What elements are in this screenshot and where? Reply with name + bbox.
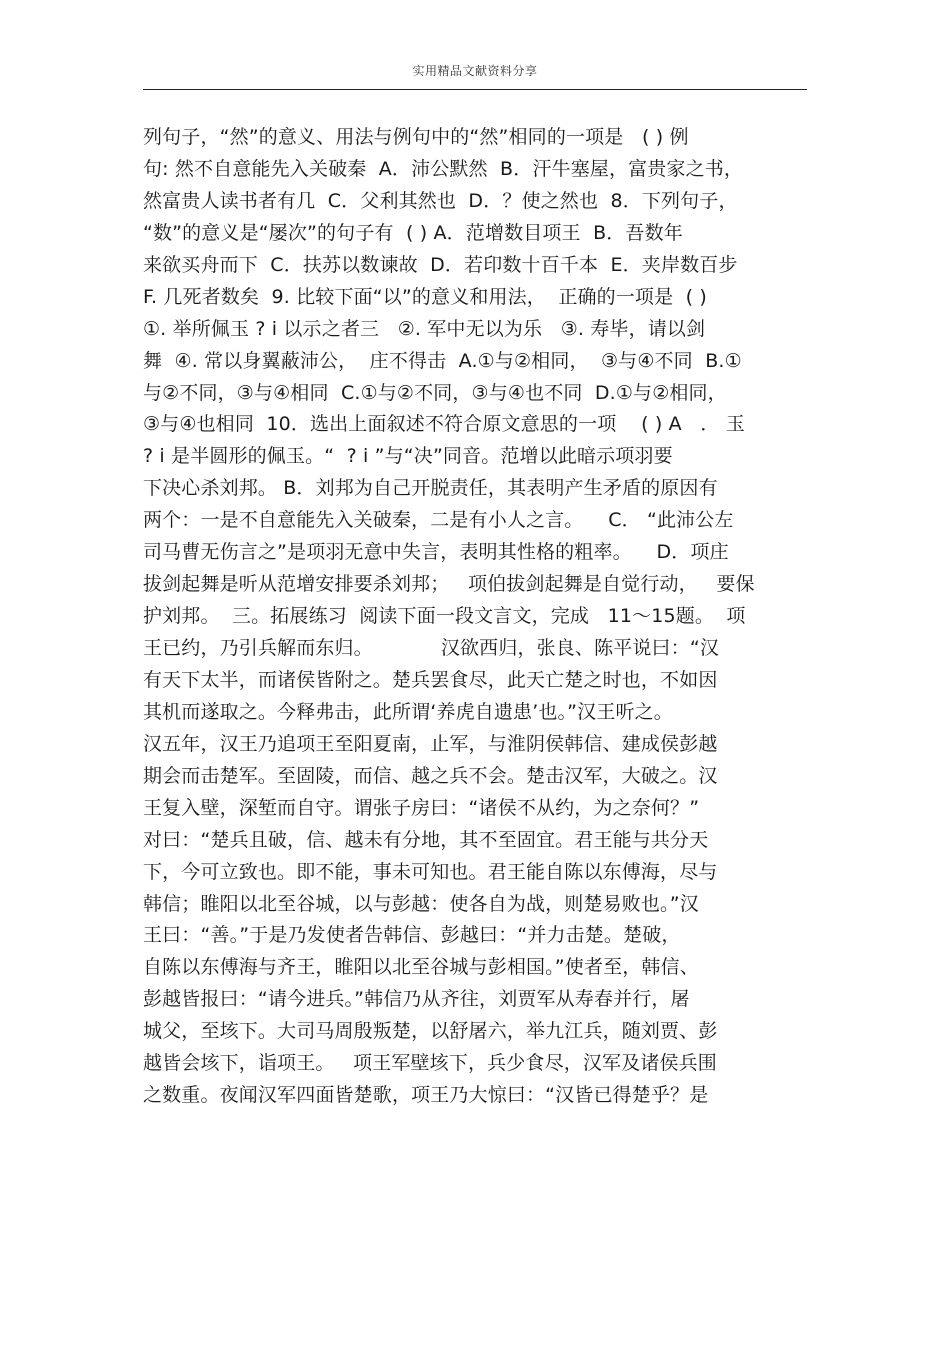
text-line: 彭越皆报曰：“请今进兵。”韩信乃从齐往，刘贾军从寿春并行，屠 [143, 988, 690, 1011]
text-line: ③与④也相同 10．选出上面叙述不符合原文意思的一项 ( ) A ． 玉 [143, 413, 745, 436]
text-line: 有天下太半，而诸侯皆附之。楚兵罢食尽，此天亡楚之时也，不如因 [143, 668, 718, 691]
text-line: 列句子，“然”的意义、用法与例句中的“然”相同的一项是 ( ) 例 [143, 126, 689, 148]
text-line: ①. 举所佩玉 ? i 以示之者三 ②. 军中无以为乐 ③. 寿毕，请以剑 [143, 317, 706, 340]
text-line: 汉五年，汉王乃追项王至阳夏南，止军，与淮阴侯韩信、建成侯彭越 [143, 732, 718, 755]
text-line: 拔剑起舞是听从范增安排要杀刘邦； 项伯拔剑起舞是自觉行动， 要保 [143, 573, 755, 596]
text-line: 之数重。夜闻汉军四面皆楚歌，项王乃大惊曰：“汉皆已得楚乎？是 [143, 1084, 709, 1107]
text-line: 与②不同，③与④相同 C.①与②不同，③与④也不同 D.①与②相同， [143, 381, 727, 404]
text-line: 韩信；睢阳以北至谷城，以与彭越：使各自为战，则楚易败也。”汉 [143, 892, 699, 915]
page-header-title: 实用精品文献资料分享 [412, 64, 538, 78]
text-line: 王已约，乃引兵解而东归。 汉欲西归，张良、陈平说曰：“汉 [143, 637, 719, 659]
text-line: 来欲买舟而下 C．扶苏以数谏故 D．若印数十百千本 E．夹岸数百步 [143, 253, 738, 276]
text-line: 然富贵人读书者有几 C．父利其然也 D．？使之然也 8．下列句子， [143, 189, 738, 212]
text-line: 司马曹无伤言之”是项羽无意中失言，表明其性格的粗率。 D．项庄 [143, 541, 729, 564]
text-line: F. 几死者数矣 9. 比较下面“以”的意义和用法， 正确的一项是 ( ) [143, 285, 707, 308]
text-line: 两个：一是不自意能先入关破秦，二是有小人之言。 C． “此沛公左 [143, 509, 734, 532]
header-divider [143, 89, 807, 90]
text-line: 下决心杀刘邦。 B．刘邦为自己开脱责任，其表明产生矛盾的原因有 [143, 477, 718, 500]
text-line: 越皆会垓下，诣项王。 项王军壁垓下，兵少食尽，汉军及诸侯兵围 [143, 1052, 717, 1075]
text-line: 城父，至垓下。大司马周殷叛楚，以舒屠六，举九江兵，随刘贾、彭 [143, 1020, 718, 1043]
text-line: 王复入壁，深堑而自守。谓张子房曰：“诸侯不从约，为之奈何？” [143, 796, 700, 819]
text-line: 期会而击楚军。至固陵，而信、越之兵不会。楚击汉军，大破之。汉 [143, 764, 718, 787]
text-line: 自陈以东傅海与齐王，睢阳以北至谷城与彭相国。”使者至，韩信、 [143, 956, 699, 979]
text-line: 对曰：“楚兵且破，信、越未有分地，其不至固宜。君王能与共分天 [143, 828, 709, 851]
text-line: 下，今可立致也。即不能，事未可知也。君王能自陈以东傅海，尽与 [143, 860, 718, 883]
text-line: ? i 是半圆形的佩玉。“ ? i ”与“决”同音。范增以此暗示项羽要 [143, 445, 673, 468]
text-line: 句: 然不自意能先入关破秦 A．沛公默然 B．汗牛塞屋，富贵家之书， [143, 157, 744, 180]
text-line: 其机而遂取之。今释弗击，此所谓‘养虎自遗患’也。”汉王听之。 [143, 700, 673, 723]
text-line: 护刘邦。 三。拓展练习 阅读下面一段文言文，完成 11～15题。 项 [143, 605, 746, 628]
text-line: 舞 ④. 常以身翼蔽沛公， 庄不得击 A.①与②相同， ③与④不同 B.① [143, 349, 742, 372]
text-line: 王曰：“善。”于是乃发使者告韩信、彭越曰：“并力击楚。楚破， [143, 924, 681, 947]
text-line: “数”的意义是“屡次”的句子有 ( ) A．范增数目项王 B．吾数年 [143, 221, 683, 244]
document-body [143, 122, 811, 1112]
